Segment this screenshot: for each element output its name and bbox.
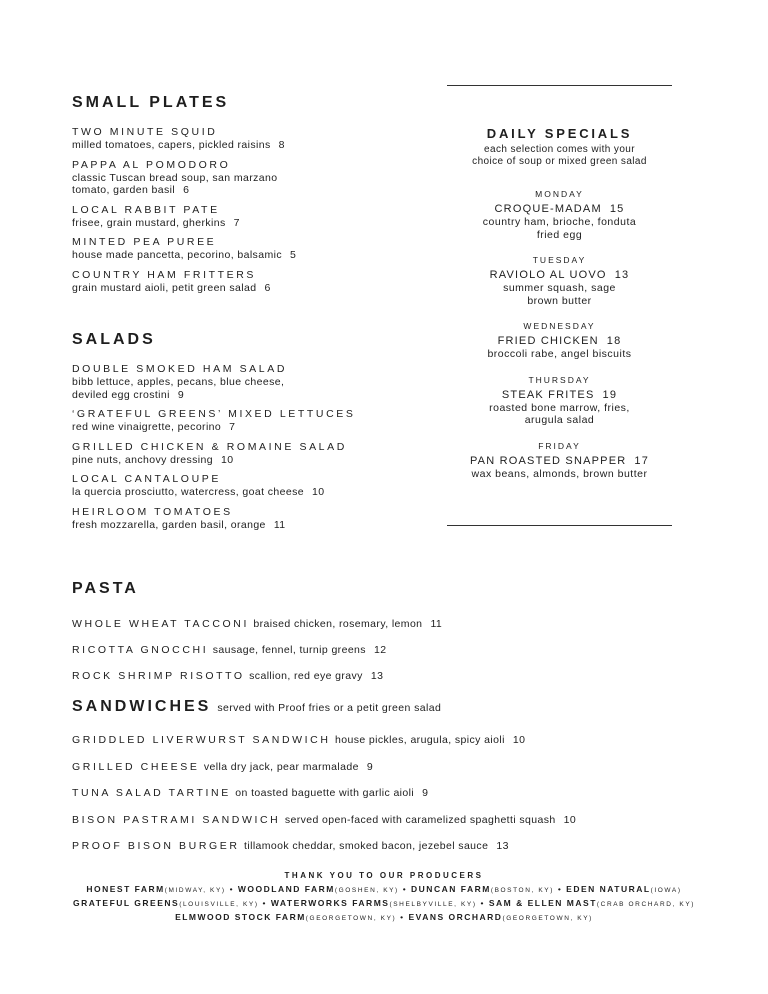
dish-name: CROQUE-MADAM [494, 203, 602, 215]
menu-item [72, 363, 412, 401]
item-price: 10 [220, 453, 234, 466]
specials-top-rule [447, 85, 672, 86]
item-price: 10 [312, 486, 325, 498]
menu-item [72, 783, 732, 801]
item-price: 10 [512, 734, 526, 746]
item-price: 6 [264, 281, 271, 294]
menu-item [72, 730, 732, 748]
item-price: 12 [373, 644, 387, 656]
daily-specials-title: DAILY SPECIALS [486, 126, 633, 141]
producer-name: EDEN NATURAL [566, 884, 651, 894]
sandwiches-title: SANDWICHES [72, 698, 212, 715]
dish-desc: fried egg [536, 228, 583, 241]
pasta-section [72, 580, 712, 692]
menu-item [72, 204, 372, 230]
item-name: HEIRLOOM TOMATOES [72, 505, 233, 518]
item-description [72, 282, 372, 295]
producer-location: (GOSHEN, KY) [334, 887, 399, 894]
producer-location: (GEORGETOWN, KY) [502, 915, 593, 922]
dish-price: 13 [614, 269, 630, 281]
item-price: 11 [430, 618, 443, 630]
item-name: COUNTRY HAM FRITTERS [72, 268, 257, 281]
separator: • [225, 884, 238, 894]
item-name: RICOTTA GNOCCHI [72, 644, 209, 656]
daily-specials-subtitle [447, 144, 672, 167]
menu-item [72, 159, 372, 197]
item-name: TUNA SALAD TARTINE [72, 787, 231, 799]
special-monday [447, 189, 672, 241]
small-plates-title: SMALL PLATES [72, 94, 230, 111]
producers-line [0, 911, 768, 925]
dish-price: 17 [634, 454, 650, 467]
menu-item [72, 666, 712, 684]
salads-section [72, 331, 412, 538]
item-name: ‘GRATEFUL GREENS’ MIXED LETTUCES [72, 408, 356, 420]
salads-title: SALADS [72, 331, 156, 348]
producer-name: HONEST FARM [86, 884, 165, 894]
producer-location: (CRAB ORCHARD, KY) [596, 901, 696, 908]
special-dish [447, 269, 672, 282]
dish-desc: country ham, brioche, fonduta [482, 216, 637, 228]
dish-price: 18 [606, 335, 622, 347]
separator: • [396, 912, 409, 922]
menu-item [72, 473, 412, 499]
item-name: DOUBLE SMOKED HAM SALAD [72, 363, 288, 375]
item-price: 9 [422, 787, 429, 799]
special-thursday [447, 375, 672, 427]
item-name: GRILLED CHEESE [72, 760, 200, 773]
item-desc-text: sausage, fennel, turnip greens [212, 644, 366, 656]
item-desc-text: braised chicken, rosemary, lemon [253, 618, 423, 630]
item-price: 10 [563, 813, 577, 826]
item-description [72, 421, 412, 434]
item-desc-text: served open-faced with caramelized spaghetti squash [284, 813, 556, 826]
item-name: GRIDDLED LIVERWURST SANDWICH [72, 734, 331, 746]
menu-item [72, 614, 712, 632]
producer-location: (MIDWAY, KY) [164, 887, 226, 894]
item-desc-text: red wine vinaigrette, pecorino [72, 421, 222, 433]
sandwiches-section [72, 698, 732, 863]
item-name: LOCAL RABBIT PATE [72, 203, 220, 216]
day-name: THURSDAY [528, 374, 591, 385]
subtitle-line: each selection comes with your [484, 144, 635, 155]
dish-desc: broccoli rabe, angel biscuits [487, 348, 632, 360]
item-description [72, 519, 412, 532]
special-tuesday [447, 255, 672, 307]
producers-title: THANK YOU TO OUR PRODUCERS [284, 871, 484, 880]
menu-item [72, 640, 712, 658]
item-price: 9 [177, 388, 185, 401]
specials-bottom-rule [447, 525, 672, 526]
producers-line [0, 883, 768, 897]
item-desc-text: on toasted baguette with garlic aioli [235, 787, 415, 799]
producer-location: (SHELBYVILLE, KY) [389, 901, 477, 908]
subtitle-line: choice of soup or mixed green salad [472, 155, 647, 167]
day-name: WEDNESDAY [523, 321, 596, 331]
item-price: 5 [289, 249, 297, 261]
item-desc-text: house pickles, arugula, spicy aioli [334, 734, 505, 746]
item-name: MINTED PEA PUREE [72, 236, 217, 248]
producers-footer [0, 871, 768, 925]
dish-price: 15 [609, 203, 625, 215]
item-description [72, 217, 372, 230]
day-name: TUESDAY [532, 255, 587, 265]
dish-name: STEAK FRITES [501, 388, 595, 401]
item-name: PROOF BISON BURGER [72, 840, 240, 852]
item-desc-text: frisee, grain mustard, gherkins [72, 216, 226, 229]
producer-name: GRATEFUL GREENS [72, 898, 180, 908]
dish-name: FRIED CHICKEN [497, 335, 599, 347]
special-friday [447, 441, 672, 481]
item-name: ROCK SHRIMP RISOTTO [72, 670, 245, 682]
producer-location: (IOWA) [650, 887, 682, 894]
dish-price: 19 [602, 388, 618, 401]
item-desc-text: tillamook cheddar, smoked bacon, jezebel sauce [244, 840, 489, 852]
item-desc-text: pine nuts, anchovy dressing [72, 453, 213, 466]
sandwiches-header [72, 698, 732, 716]
item-description [72, 139, 372, 152]
special-dish [447, 335, 672, 348]
item-desc-text: vella dry jack, pear marmalade [203, 760, 359, 773]
item-name: LOCAL CANTALOUPE [72, 473, 221, 485]
menu-item [72, 408, 412, 434]
item-price: 7 [229, 421, 236, 433]
menu-item [72, 236, 372, 262]
dish-name: RAVIOLO AL UOVO [489, 269, 607, 281]
producer-location: (LOUISVILLE, KY) [179, 901, 259, 908]
day-name: MONDAY [535, 189, 584, 199]
producer-location: (BOSTON, KY) [490, 887, 554, 894]
producers-line [0, 897, 768, 911]
separator: • [476, 898, 489, 908]
item-desc-text: fresh mozzarella, garden basil, orange [72, 518, 266, 531]
producer-name: EVANS ORCHARD [408, 912, 503, 922]
dish-desc: brown butter [527, 294, 592, 307]
special-dish [447, 455, 672, 468]
dish-desc: roasted bone marrow, fries, [489, 401, 630, 414]
dish-desc: summer squash, sage [503, 282, 616, 294]
item-name: PAPPA AL POMODORO [72, 158, 231, 171]
producer-location: (GEORGETOWN, KY) [305, 915, 397, 922]
producer-name: SAM & ELLEN MAST [488, 898, 597, 908]
special-dish [447, 389, 672, 402]
item-description [72, 454, 412, 467]
special-dish [447, 203, 672, 216]
item-name: GRILLED CHICKEN & ROMAINE SALAD [72, 440, 347, 453]
item-description [72, 249, 372, 262]
menu-item [72, 810, 732, 828]
menu-item [72, 506, 412, 532]
item-name: WHOLE WHEAT TACCONI [72, 618, 249, 630]
item-desc-text: la quercia prosciutto, watercress, goat cheese [72, 486, 305, 498]
special-wednesday [447, 321, 672, 361]
dish-desc: wax beans, almonds, brown butter [471, 467, 648, 480]
menu-item [72, 757, 732, 775]
item-description [72, 172, 317, 197]
menu-item [72, 269, 372, 295]
menu-item [72, 441, 412, 467]
day-name: FRIDAY [538, 440, 581, 451]
item-price: 13 [370, 670, 384, 682]
sandwiches-subtitle: served with Proof fries or a petit green salad [217, 702, 442, 714]
item-desc-text: classic Tuscan bread soup, san marzano tomato, garden basil [72, 171, 278, 196]
item-description [72, 376, 322, 401]
item-price: 8 [278, 139, 285, 151]
menu-item [72, 126, 372, 152]
daily-specials-box [447, 126, 672, 494]
dish-name: PAN ROASTED SNAPPER [469, 454, 627, 467]
separator: • [398, 884, 412, 894]
item-name: TWO MINUTE SQUID [72, 126, 218, 138]
item-price: 9 [366, 760, 374, 773]
item-desc-text: scallion, red eye gravy [249, 670, 363, 682]
producer-name: DUNCAN FARM [411, 884, 491, 894]
pasta-title: PASTA [72, 580, 139, 597]
item-desc-text: bibb lettuce, apples, pecans, blue cheese, deviled egg crostini [72, 376, 285, 401]
item-desc-text: house made pancetta, pecorino, balsamic [72, 249, 282, 261]
menu-item [72, 836, 732, 854]
item-price: 7 [233, 216, 240, 229]
dish-desc: arugula salad [524, 414, 595, 426]
separator: • [258, 898, 271, 908]
producer-name: ELMWOOD STOCK FARM [175, 912, 306, 922]
item-price: 11 [273, 518, 286, 531]
item-desc-text: grain mustard aioli, petit green salad [72, 281, 257, 294]
item-desc-text: milled tomatoes, capers, pickled raisins [72, 139, 271, 151]
item-name: BISON PASTRAMI SANDWICH [72, 813, 281, 826]
item-description [72, 486, 412, 499]
item-price: 13 [496, 840, 509, 852]
producer-name: WOODLAND FARM [237, 884, 335, 894]
item-price: 6 [183, 184, 190, 196]
small-plates-section [72, 94, 372, 301]
producer-name: WATERWORKS FARMS [270, 898, 390, 908]
separator: • [553, 884, 567, 894]
